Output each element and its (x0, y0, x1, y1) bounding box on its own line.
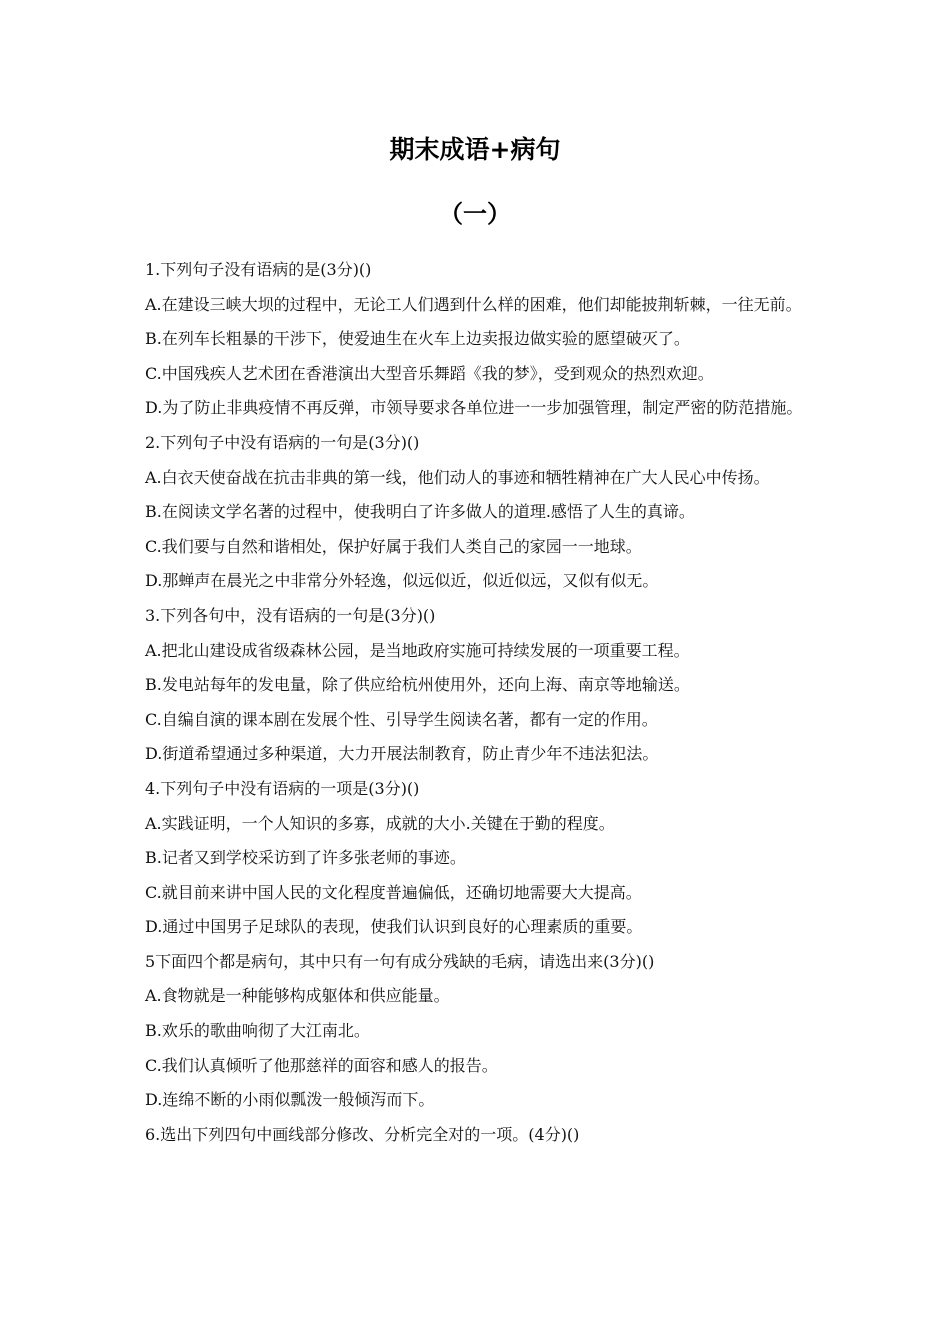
question-stem: 6.选出下列四句中画线部分修改、分析完全对的一项。(4分)() (145, 1124, 580, 1144)
answer-option: D.街道希望通过多种渠道，大力开展法制教育，防止青少年不违法犯法。 (145, 744, 659, 764)
answer-option: D.那蝉声在晨光之中非常分外轻逸，似远似近，似近似远，又似有似无。 (145, 571, 659, 591)
answer-option: C.我们要与自然和谐相处，保护好属于我们人类自己的家园一一地球。 (145, 536, 642, 556)
document-title: 期末成语+病句 (389, 135, 561, 164)
answer-option: A.在建设三峡大坝的过程中，无论工人们遇到什么样的困难，他们却能披荆斩棘，一往无前。 (145, 294, 802, 314)
question-stem: 3.下列各句中，没有语病的一句是(3分)() (145, 605, 436, 625)
answer-option: A.白衣天使奋战在抗击非典的第一线，他们动人的事迹和牺牲精神在广大人民心中传扬。 (145, 467, 770, 487)
answer-option: B.发电站每年的发电量，除了供应给杭州使用外，还向上海、南京等地输送。 (145, 675, 690, 695)
answer-option: D.为了防止非典疫情不再反弹，市领导要求各单位进一一步加强管理，制定严密的防范措施。 (145, 398, 803, 418)
answer-option: A.把北山建设成省级森林公园，是当地政府实施可持续发展的一项重要工程。 (145, 640, 690, 660)
question-stem: 5下面四个都是病句，其中只有一句有成分残缺的毛病，请选出来(3分)() (145, 951, 655, 971)
answer-option: C.我们认真倾听了他那慈祥的面容和感人的报告。 (145, 1055, 498, 1075)
answer-option: B.在阅读文学名著的过程中，使我明白了许多做人的道理.感悟了人生的真谛。 (145, 502, 695, 522)
answer-option: B.在列车长粗暴的干涉下，使爱迪生在火车上边卖报边做实验的愿望破灭了。 (145, 329, 690, 349)
answer-option: C.中国残疾人艺术团在香港演出大型音乐舞蹈《我的梦》，受到观众的热烈欢迎。 (145, 363, 714, 383)
answer-option: B.欢乐的歌曲响彻了大江南北。 (145, 1021, 370, 1041)
section-subtitle: （一） (439, 200, 511, 228)
question-list (145, 253, 810, 1152)
question-stem: 1.下列句子没有语病的是(3分)() (145, 260, 372, 279)
question-stem: 2.下列句子中没有语病的一句是(3分)() (145, 432, 420, 452)
answer-option: B.记者又到学校采访到了许多张老师的事迹。 (145, 848, 466, 868)
answer-option: A.食物就是一种能够构成躯体和供应能量。 (145, 986, 450, 1006)
answer-option: C.自编自演的课本剧在发展个性、引导学生阅读名著，都有一定的作用。 (145, 709, 658, 729)
answer-option: A.实践证明，一个人知识的多寡，成就的大小.关键在于勤的程度。 (145, 813, 615, 833)
question-stem: 4.下列句子中没有语病的一项是(3分)() (145, 778, 420, 798)
answer-option: D.连绵不断的小雨似瓢泼一般倾泻而下。 (145, 1090, 435, 1110)
answer-option: C.就目前来讲中国人民的文化程度普遍偏低，还确切地需要大大提高。 (145, 882, 642, 902)
answer-option: D.通过中国男子足球队的表现，使我们认识到良好的心理素质的重要。 (145, 917, 643, 937)
